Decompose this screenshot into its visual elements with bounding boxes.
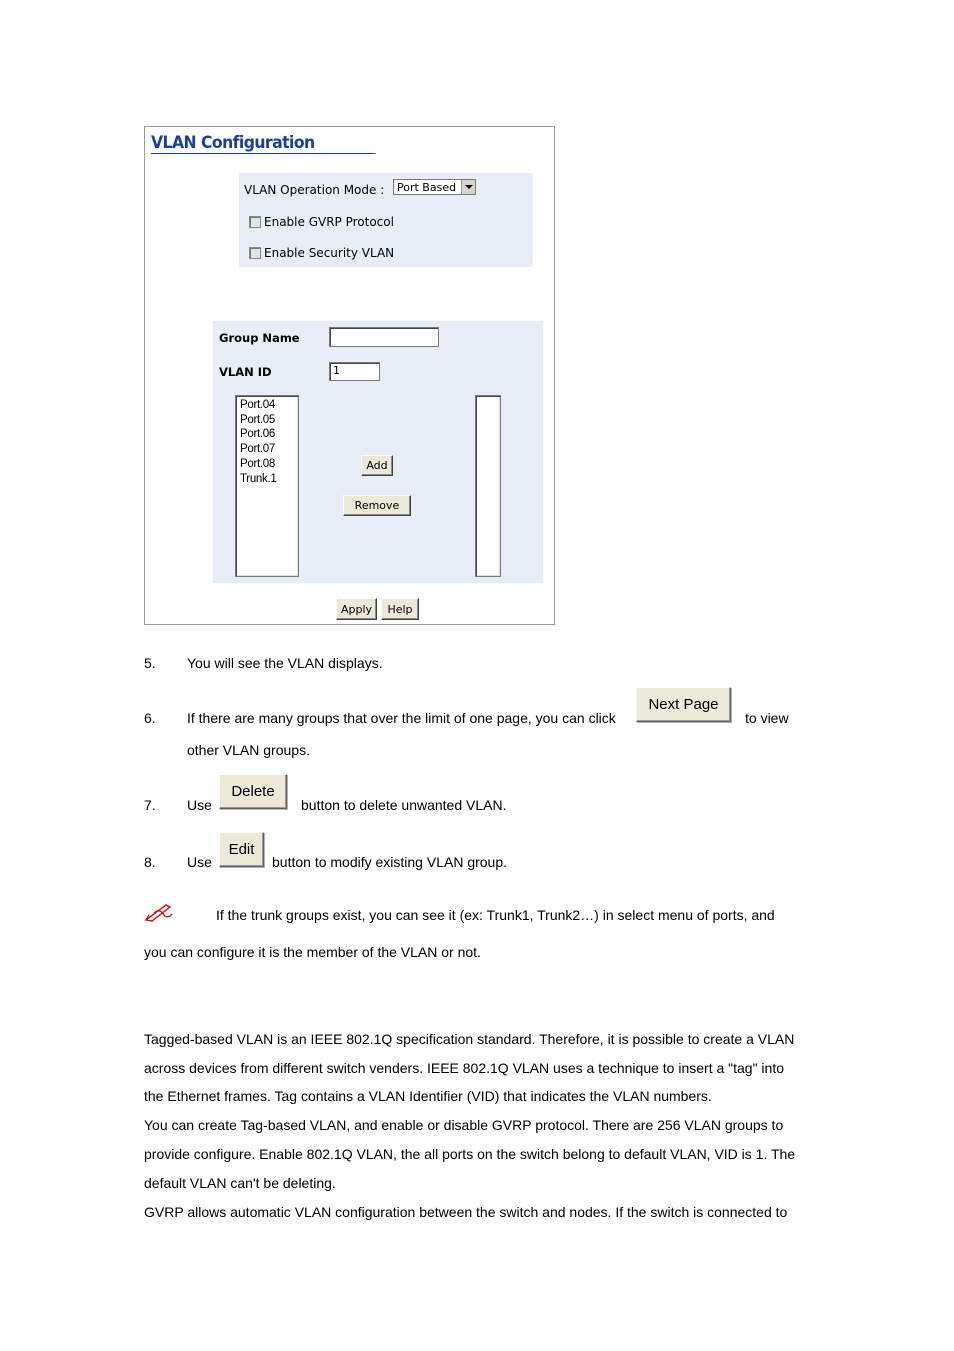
security-vlan-checkbox[interactable] (249, 247, 261, 259)
operation-mode-select[interactable] (393, 179, 476, 195)
vlan-config-panel (144, 126, 555, 625)
help-button[interactable]: Help (381, 598, 419, 620)
step-6-text: If there are many groups that over the limit of one page, you can click (187, 710, 616, 726)
delete-button[interactable]: Delete (219, 774, 287, 809)
group-name-input[interactable] (329, 327, 439, 347)
vlan-id-input[interactable]: 1 (329, 362, 380, 381)
step-8-text-start: Use (187, 854, 212, 870)
next-page-button[interactable]: Next Page (636, 687, 731, 722)
step-7-number: 7. (144, 797, 156, 813)
group-name-label: Group Name (219, 331, 300, 345)
remove-button[interactable]: Remove (343, 495, 411, 516)
vlan-mode-section (239, 173, 533, 267)
port-option[interactable]: Trunk.1 (240, 472, 277, 485)
add-button[interactable]: Add (361, 455, 393, 476)
step-7-text-end: button to delete unwanted VLAN. (301, 797, 507, 813)
note-line-2: you can configure it is the member of the VLAN or not. (144, 944, 481, 960)
step-8-number: 8. (144, 854, 156, 870)
vlan-group-section (213, 321, 543, 583)
note-line-1: If the trunk groups exist, you can see it (ex: Trunk1, Trunk2…) in select menu of ports, and (216, 907, 775, 923)
port-option[interactable]: Port.07 (240, 443, 275, 456)
step-7-text-start: Use (187, 797, 212, 813)
port-option[interactable]: Port.08 (240, 457, 275, 470)
edit-button[interactable]: Edit (219, 832, 264, 867)
step-6-text-continued: other VLAN groups. (187, 742, 310, 758)
step-5-number: 5. (144, 655, 156, 671)
operation-mode-value: Port Based (397, 181, 457, 194)
body-line: across devices from different switch venders. IEEE 802.1Q VLAN uses a technique to insert a "tag" into (144, 1060, 785, 1076)
step-6-number: 6. (144, 710, 156, 726)
body-line: provide configure. Enable 802.1Q VLAN, the all ports on the switch belong to default VLAN, VID is 1. The (144, 1146, 796, 1162)
gvrp-checkbox[interactable] (249, 216, 261, 228)
body-line: Tagged-based VLAN is an IEEE 802.1Q specification standard. Therefore, it is possible to create a VLAN (144, 1031, 795, 1047)
vlan-id-label: VLAN ID (219, 365, 272, 379)
vlan-member-ports-list[interactable] (475, 395, 501, 577)
port-option[interactable]: Port.06 (240, 428, 275, 441)
available-ports-list[interactable] (235, 395, 299, 577)
step-8-text-end: button to modify existing VLAN group. (272, 854, 508, 870)
body-line: GVRP allows automatic VLAN configuration between the switch and nodes. If the switch is connected to (144, 1204, 788, 1220)
step-6-text-end: to view (745, 710, 789, 726)
port-option[interactable]: Port.05 (240, 413, 275, 426)
writing-hand-icon (144, 901, 174, 923)
body-line: the Ethernet frames. Tag contains a VLAN Identifier (VID) that indicates the VLAN numbers. (144, 1088, 712, 1104)
operation-mode-label: VLAN Operation Mode : (244, 183, 385, 197)
body-line: default VLAN can't be deleting. (144, 1175, 336, 1191)
apply-button[interactable]: Apply (336, 598, 377, 620)
chevron-down-icon[interactable] (461, 180, 475, 194)
security-vlan-label: Enable Security VLAN (264, 246, 395, 260)
body-line: You can create Tag-based VLAN, and enable or disable GVRP protocol. There are 256 VLAN groups to (144, 1117, 784, 1133)
step-5-text: You will see the VLAN displays. (187, 655, 383, 671)
port-option[interactable]: Port.04 (240, 399, 275, 411)
panel-title: VLAN Configuration (151, 133, 375, 154)
gvrp-label: Enable GVRP Protocol (264, 215, 394, 229)
